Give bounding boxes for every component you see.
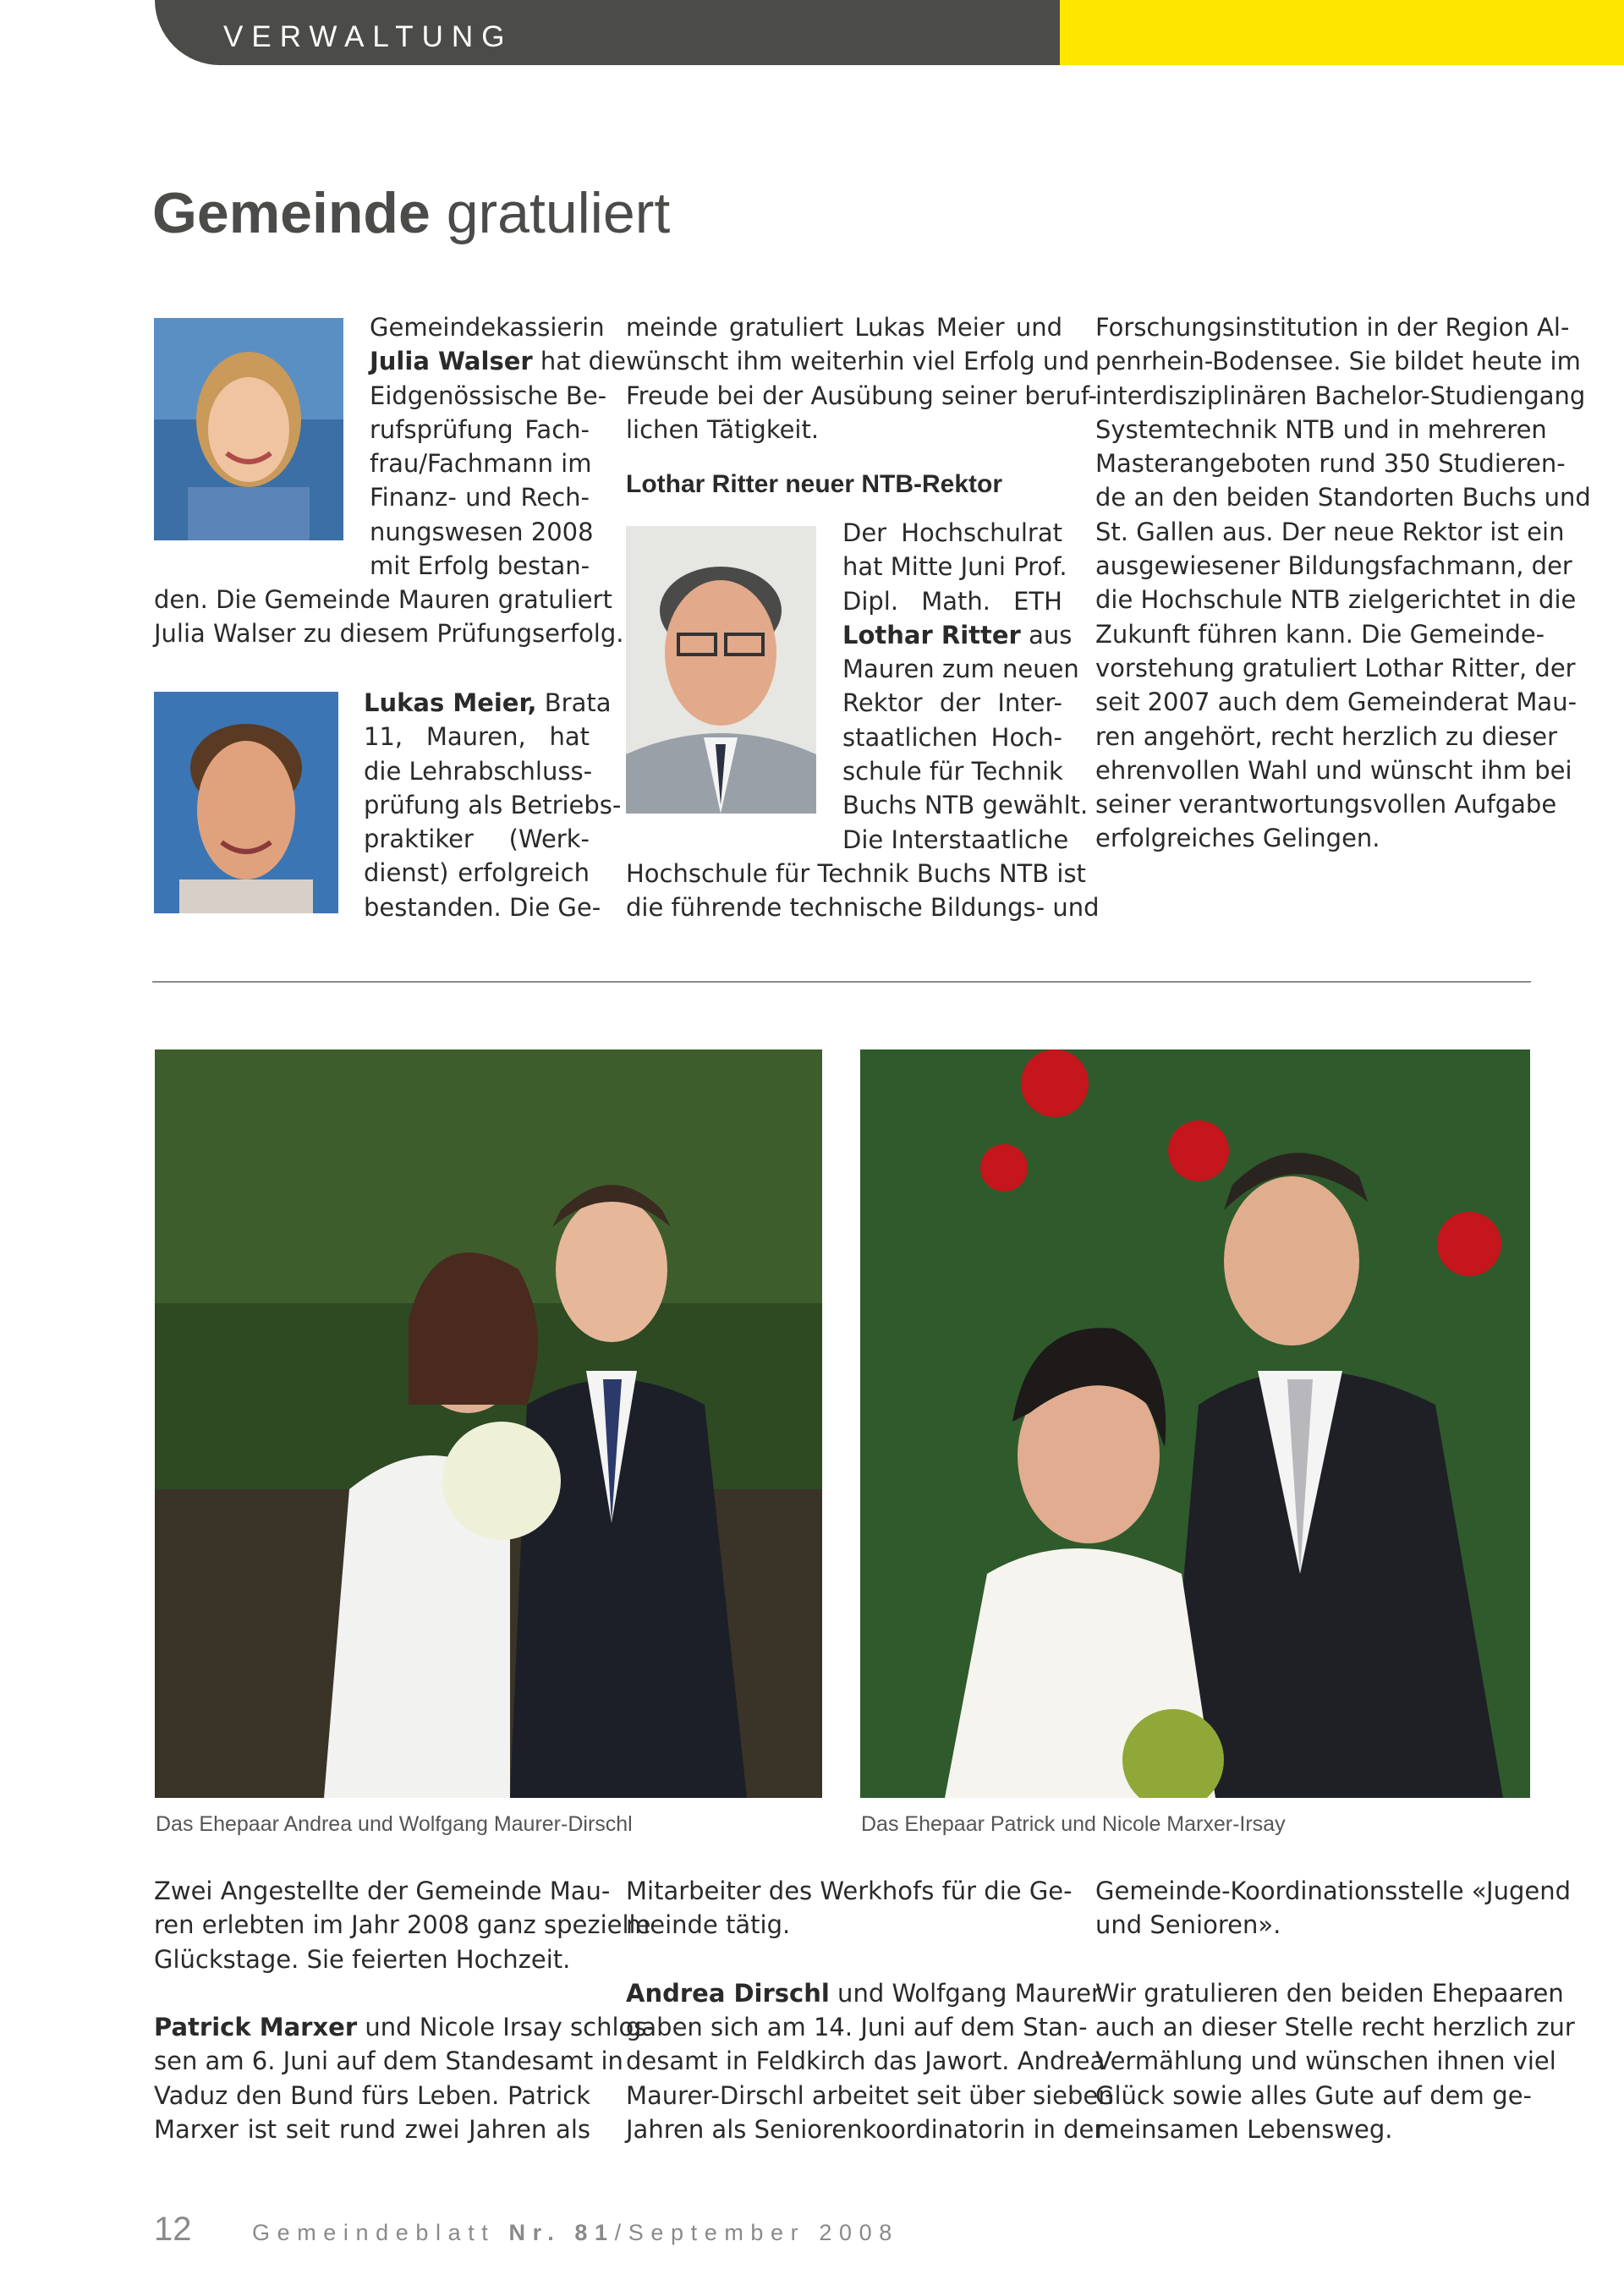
- text-line: meinde tätig.: [626, 1910, 791, 1940]
- blank-line: [626, 1943, 1062, 1976]
- text-line: vorstehung gratuliert Lothar Ritter, der: [1095, 653, 1576, 682]
- ritter-text-col3: [1095, 310, 1591, 856]
- photo-caption-left: Das Ehepaar Andrea und Wolfgang Maurer-Dirschl: [156, 1812, 633, 1836]
- wedding-text-col1: [154, 1874, 656, 2146]
- text-line: staatlichen Hoch-: [842, 722, 1062, 752]
- text-line: den. Die Gemeinde Mauren gratuliert: [154, 585, 612, 614]
- julia-text-narrow: [370, 310, 626, 583]
- text-line: frau/Fachmann im: [370, 449, 592, 479]
- text-line: Glückstage. Sie feierten Hochzeit.: [154, 1944, 571, 1974]
- page-number: 12: [154, 2211, 192, 2248]
- name-bold: Andrea Dirschl: [626, 1978, 830, 2008]
- wedding-text-col3: [1095, 1874, 1575, 2146]
- text-line: Finanz- und Rech-: [370, 483, 590, 512]
- text-line: seiner verantwortungsvollen Aufgabe: [1095, 790, 1557, 819]
- text-line: dienst) erfolgreich: [364, 858, 590, 888]
- issue-date: /September 2008: [614, 2220, 899, 2245]
- text-line: Mitarbeiter des Werkhofs für die Ge-: [626, 1877, 1073, 1905]
- text-line: Glück sowie alles Gute auf dem ge-: [1095, 2080, 1532, 2110]
- text-line: Mauren zum neuen: [842, 655, 1079, 684]
- text-line: auch an dieser Stelle recht herzlich zur: [1095, 2013, 1575, 2042]
- blank-line: [1095, 1943, 1532, 1976]
- text-line: St. Gallen aus. Der neue Rektor ist ein: [1095, 517, 1565, 546]
- text-line: Buchs NTB gewählt.: [842, 791, 1089, 820]
- photo-couple-maurer-dirschl: [155, 1049, 822, 1798]
- julia-text-wide: [154, 583, 624, 651]
- name-bold: Julia Walser: [370, 347, 533, 376]
- text-line: Hochschule für Technik Buchs NTB ist: [626, 859, 1086, 888]
- text-line: 11, Mauren, hat: [364, 722, 590, 752]
- text-line: und Senioren».: [1095, 1910, 1281, 1940]
- text-line: erfolgreiches Gelingen.: [1095, 824, 1380, 853]
- text-line: sen am 6. Juni auf dem Standesamt in: [154, 2047, 623, 2076]
- text-line: ehrenvollen Wahl und wünscht ihm bei: [1095, 755, 1572, 785]
- text-line: Wir gratulieren den beiden Ehepaaren: [1095, 1978, 1564, 2008]
- name-bold: Patrick Marxer: [154, 2013, 358, 2042]
- text-line: Freude bei der Ausübung seiner beruf-: [626, 381, 1097, 410]
- text-line: lichen Tätigkeit.: [626, 414, 820, 444]
- photo-couple-marxer-irsay: [860, 1049, 1530, 1798]
- text-line: meinde gratuliert Lukas Meier und: [626, 313, 1062, 342]
- text-line: penrhein-Bodensee. Sie bildet heute im: [1095, 347, 1581, 376]
- portrait-lothar-ritter: [626, 526, 816, 814]
- name-bold: Lothar Ritter: [842, 620, 1021, 649]
- title-bold: Gemeinde: [152, 181, 431, 245]
- text-line: meinsamen Lebensweg.: [1095, 2115, 1393, 2145]
- wedding-text-col2: [626, 1874, 1114, 2146]
- text-run: Brata: [536, 688, 612, 717]
- text-line: die führende technische Bildungs- und: [626, 893, 1100, 923]
- photo-caption-right: Das Ehepaar Patrick und Nicole Marxer-Irsay: [861, 1812, 1286, 1836]
- text-line: Gemeindekassierin: [370, 313, 605, 342]
- text-line: [842, 618, 1073, 652]
- publication-line: [252, 2219, 899, 2246]
- text-line: Jahren als Seniorenkoordinatorin in der: [626, 2115, 1105, 2145]
- section-label: VERWALTUNG: [223, 20, 513, 53]
- text-line: interdisziplinären Bachelor-Studiengang: [1095, 381, 1586, 410]
- lukas-continuation: [626, 310, 1097, 447]
- text-line: Zwei Angestellte der Gemeinde Mau-: [154, 1877, 611, 1905]
- section-divider: [152, 981, 1531, 983]
- title-light: gratuliert: [446, 181, 671, 245]
- text-line: schule für Technik: [842, 757, 1063, 786]
- section-subheading: Lothar Ritter neuer NTB-Rektor: [626, 470, 1003, 498]
- text-line: desamt in Feldkirch das Jawort. Andrea: [626, 2047, 1106, 2076]
- issue-label: Nr. 81: [508, 2220, 615, 2245]
- text-line: Marxer ist seit rund zwei Jahren als: [154, 2115, 590, 2145]
- page-title: [152, 179, 670, 247]
- text-line: Maurer-Dirschl arbeitet seit über sieben: [626, 2080, 1114, 2110]
- text-line: ren angehört, recht herzlich zu dieser: [1095, 721, 1558, 751]
- text-run: aus: [1020, 620, 1073, 649]
- header-accent-bar: [1060, 0, 1624, 65]
- text-line: Systemtechnik NTB und in mehreren: [1095, 414, 1547, 444]
- text-run: und Wolfgang Maurer: [829, 1978, 1101, 2008]
- text-line: Dipl. Math. ETH: [842, 586, 1062, 616]
- text-line: Die Interstaatliche: [842, 825, 1069, 854]
- portrait-julia-walser: [154, 318, 343, 540]
- text-line: wünscht ihm weiterhin viel Erfolg und: [626, 347, 1090, 376]
- ritter-text-narrow: [842, 516, 1089, 857]
- text-line: ausgewiesener Bildungsfachmann, der: [1095, 551, 1572, 581]
- text-line: die Lehrabschluss-: [364, 756, 593, 786]
- text-line: hat Mitte Juni Prof.: [842, 552, 1067, 582]
- text-line: prüfung als Betriebs-: [364, 790, 622, 819]
- text-line: Der Hochschulrat: [842, 518, 1062, 547]
- text-line: Gemeinde-Koordinationsstelle «Jugend: [1095, 1877, 1572, 1905]
- text-line: Julia Walser zu diesem Prüfungserfolg.: [154, 619, 624, 649]
- portrait-lukas-meier: [154, 692, 338, 913]
- text-line: [154, 2010, 656, 2044]
- text-run: hat die: [532, 347, 626, 376]
- text-line: Forschungsinstitution in der Region Al-: [1095, 313, 1570, 342]
- text-line: rufsprüfung Fach-: [370, 414, 590, 444]
- text-line: Eidgenössische Be-: [370, 381, 607, 410]
- text-line: die Hochschule NTB zielgerichtet in die: [1095, 585, 1577, 615]
- lukas-text: [364, 686, 622, 924]
- text-line: nungswesen 2008: [370, 517, 594, 546]
- blank-line: [154, 1976, 590, 2010]
- text-line: [626, 1976, 1101, 2010]
- text-line: Masterangeboten rund 350 Studieren-: [1095, 449, 1566, 479]
- text-line: Vermählung und wünschen ihnen viel: [1095, 2047, 1556, 2076]
- text-line: ren erlebten im Jahr 2008 ganz spezielle: [154, 1910, 651, 1940]
- text-line: bestanden. Die Ge-: [364, 892, 601, 922]
- text-line: seit 2007 auch dem Gemeinderat Mau-: [1095, 688, 1577, 717]
- text-line: Vaduz den Bund fürs Leben. Patrick: [154, 2080, 590, 2110]
- ritter-text-wide: [626, 857, 1100, 925]
- text-line: praktiker (Werk-: [364, 825, 590, 854]
- text-run: und Nicole Irsay schlos-: [357, 2013, 656, 2042]
- name-bold: Lukas Meier,: [364, 688, 537, 717]
- text-line: [370, 344, 626, 378]
- text-line: gaben sich am 14. Juni auf dem Stan-: [626, 2013, 1088, 2042]
- text-line: Zukunft führen kann. Die Gemeinde-: [1095, 619, 1545, 649]
- text-line: Rektor der Inter-: [842, 688, 1062, 718]
- text-line: [364, 686, 612, 720]
- text-line: de an den beiden Standorten Buchs und: [1095, 483, 1591, 512]
- text-line: mit Erfolg bestan-: [370, 551, 590, 581]
- publication-name: Gemeindeblatt: [252, 2220, 496, 2245]
